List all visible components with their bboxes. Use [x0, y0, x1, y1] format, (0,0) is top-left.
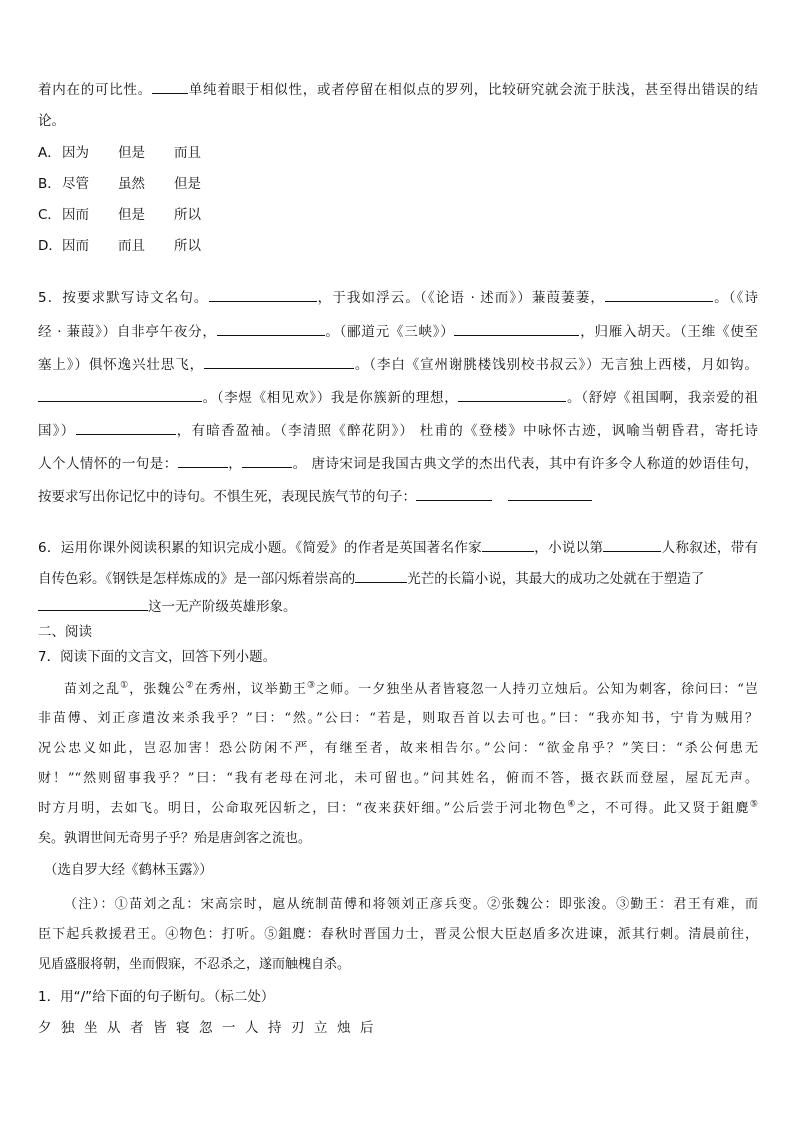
- q7-title: 7．阅读下面的文言文，回答下列小题。: [38, 649, 277, 665]
- q6-blank-3[interactable]: [355, 569, 407, 583]
- q5-blank-4[interactable]: [454, 322, 579, 336]
- q4-stem-line1: 着内在的可比性。 单纯着眼于相似性，或者停留在相似点的罗列，比较研究就会流于肤浅，甚至得出错误的结: [38, 82, 758, 98]
- q5-blank-3[interactable]: [217, 322, 325, 336]
- q5-line1: 5．按要求默写诗文名句。 ，于我如浮云。（《论语 · 述而》）蒹葭萋萋， 。（《诗: [38, 290, 759, 306]
- q7-passage-line3: 况公忠义如此，岂忍加害！恐公防闲不严，有继至者，故来相告尔。”公问：“欲金帛乎？”笑曰：“杀公何患无: [38, 741, 758, 756]
- q4-stem-line2: 论。: [38, 113, 65, 129]
- q7-source: （选自罗大经《鹤林玉露》）: [44, 862, 213, 878]
- q7-subquestion-1-sentence[interactable]: 夕独坐从者皆寝忽一人持刃立烛后: [38, 1020, 383, 1036]
- q7-note-line1: （注）：①苗刘之乱：宋高宗时，扈从统制苗傅和将领刘正彦兵变。②张魏公：即张浚。③勤王：君王有难，而: [64, 897, 758, 912]
- q7-passage-line1: 苗刘之乱①，张魏公②在秀州，议举勤王③之师。一夕独坐从者皆寝忽一人持刃立烛后。公知为刺客，徐问曰：“岂: [64, 680, 758, 697]
- q5-blank-10[interactable]: [242, 454, 292, 468]
- q5-line7: 按要求写出你记忆中的诗句。不惧生死，表现民族气节的句子：: [38, 487, 758, 507]
- q7-note-line3: 见盾盛服将朝，坐而假寐，不忍杀之，遂而触槐自杀。: [38, 957, 351, 972]
- q5-line2: 经 · 蒹葭》）自非亭午夜分， 。（郦道元《三峡》） ，归雁入胡天。（王维《使至: [38, 324, 759, 340]
- q5-line4: 。（李煜《相见欢》）我是你簇新的理想， 。（舒婷《祖国啊，我亲爱的祖: [38, 388, 758, 408]
- q6-blank-2[interactable]: [603, 538, 661, 552]
- q5-blank-12[interactable]: [508, 487, 592, 501]
- section-heading-reading: 二、阅读: [38, 624, 92, 640]
- q6-line2: 自传色彩。《钢铁是怎样炼成的》是一部闪烁着崇高的 光芒的长篇小说，其最大的成功之处就在于塑造了: [38, 571, 705, 587]
- q5-blank-1[interactable]: [209, 288, 317, 302]
- q5-blank-5[interactable]: [204, 355, 354, 369]
- q5-blank-6[interactable]: [38, 388, 202, 402]
- q5-blank-8[interactable]: [76, 421, 176, 435]
- q7-subquestion-1: 1．用“/”给下面的句子断句。（标二处）: [38, 989, 275, 1005]
- q6-blank-4[interactable]: [38, 597, 148, 611]
- q7-note-line2: 臣下起兵救援君王。④物色：打听。⑤鉏麑：春秋时晋国力士，晋灵公恨大臣赵盾多次进谏，派其行刺。清晨前往，: [38, 927, 758, 942]
- q5-line6: 人个人情怀的一句是： ， 。 唐诗宋词是我国古典文学的杰出代表，其中有许多令人称道的妙语佳句，: [38, 456, 759, 472]
- q5-blank-11[interactable]: [416, 487, 492, 501]
- q6-blank-1[interactable]: [482, 538, 534, 552]
- exam-page: 着内在的可比性。 单纯着眼于相似性，或者停留在相似点的罗列，比较研究就会流于肤浅，甚至得出错误的结 论。 A． 因为 但是 而且 B． 尽管 虽然 但是 C． 因而 但是 所以 D． 因而 而且 所以 5．按要求默写诗文名句。 ，于我如浮云。（《论语 · 述而》）蒹葭萋萋， 。（《诗 经 · 蒹葭》）自非亭午夜分， 。（郦道元《三峡》） ，归雁入胡天。（王维《使至 塞上》）俱怀逸兴壮思飞， 。（李白《宣州谢朓楼饯别校书叔云》）无言独上西楼，月如钩。 。（李煜《相见欢》）我是你簇新的理想， 。（舒婷《祖国啊，我亲爱的祖 国》） ，有暗香盈袖。（李清照《醉花阴》） 杜甫的《登楼》中咏怀古迹，讽喻当朝昏君，寄托诗 人个人情怀的一句是： ， 。 唐诗宋词是我国古典文学的杰出代表，其中有许多令人称道的妙语佳句， 按要求写出你记忆中的诗句。不惧生死，表现民族气节的句子： 6．运用你课外阅读积累的知识完成小题。《简爱》的作者是英国著名作家 ，小说以第 人称叙述，带有 自传色彩。《钢铁是怎样炼成的》是一部闪烁着崇高的 光芒的长篇小说，其最大的成功之处就在于塑造了 这一无产阶级英雄形象。 二、阅读 7．阅读下面的文言文，回答下列小题。 苗刘之乱①，张魏公②在秀州，议举勤王③之师。一夕独坐从者皆寝忽一人持刃立烛后。公知为刺客，徐问曰：“岂 非苗傅、刘正彦遣汝来杀我乎？”曰：“然。”公曰：“若是，则取吾首以去可也。”曰：“我亦知书，宁肯为贼用？ 况公忠义如此，岂忍加害！恐公防闲不严，有继至者，故来相告尔。”公问：“欲金帛乎？”笑曰：“杀公何患无 财！”“然则留事我乎？”曰：“我有老母在河北，未可留也。”问其姓名，俯而不答，摄衣跃而登屋，屋瓦无声。 时方月明，去如飞。明日，公命取死囚斩之，曰：“夜来获奸细。”公后尝于河北物色④之，不可得。此又贤于鉏麑⑤ 矣。孰谓世间无奇男子乎？殆是唐剑客之流也。 （选自罗大经《鹤林玉露》） （注）：①苗刘之乱：宋高宗时，扈从统制苗傅和将领刘正彦兵变。②张魏公：即张浚。③勤王：君王有难，而 臣下起兵救援君王。④物色：打听。⑤鉏麑：春秋时晋国力士，晋灵公恨大臣赵盾多次进谏，派其行刺。清晨前往， 见盾盛服将朝，坐而假寐，不忍杀之，遂而触槐自杀。 1．用“/”给下面的句子断句。（标二处） 夕独坐从者皆寝忽一人持刃立烛后: [0, 0, 794, 1123]
- q5-line5: 国》） ，有暗香盈袖。（李清照《醉花阴》） 杜甫的《登楼》中咏怀古迹，讽喻当朝昏君，寄托诗: [38, 423, 758, 439]
- q6-line3: 这一无产阶级英雄形象。: [38, 597, 758, 617]
- q7-passage-line4: 财！”“然则留事我乎？”曰：“我有老母在河北，未可留也。”问其姓名，俯而不答，摄衣跃而登屋，屋瓦无声。: [38, 771, 758, 786]
- q7-passage-line5: 时方月明，去如飞。明日，公命取死囚斩之，曰：“夜来获奸细。”公后尝于河北物色④之，不可得。此又贤于鉏麑⑤: [38, 799, 758, 816]
- q6-line1: 6．运用你课外阅读积累的知识完成小题。《简爱》的作者是英国著名作家 ，小说以第 人称叙述，带有: [38, 540, 759, 556]
- q7-passage-line2: 非苗傅、刘正彦遣汝来杀我乎？”曰：“然。”公曰：“若是，则取吾首以去可也。”曰：“我亦知书，宁肯为贼用？: [38, 711, 758, 726]
- q4-blank[interactable]: [152, 80, 188, 94]
- q7-passage-line6: 矣。孰谓世间无奇男子乎？殆是唐剑客之流也。: [38, 831, 312, 846]
- q5-blank-2[interactable]: [605, 288, 713, 302]
- q5-blank-7[interactable]: [458, 388, 566, 402]
- q5-blank-9[interactable]: [178, 454, 228, 468]
- q5-line3: 塞上》）俱怀逸兴壮思飞， 。（李白《宣州谢朓楼饯别校书叔云》）无言独上西楼，月如钩。: [38, 357, 759, 373]
